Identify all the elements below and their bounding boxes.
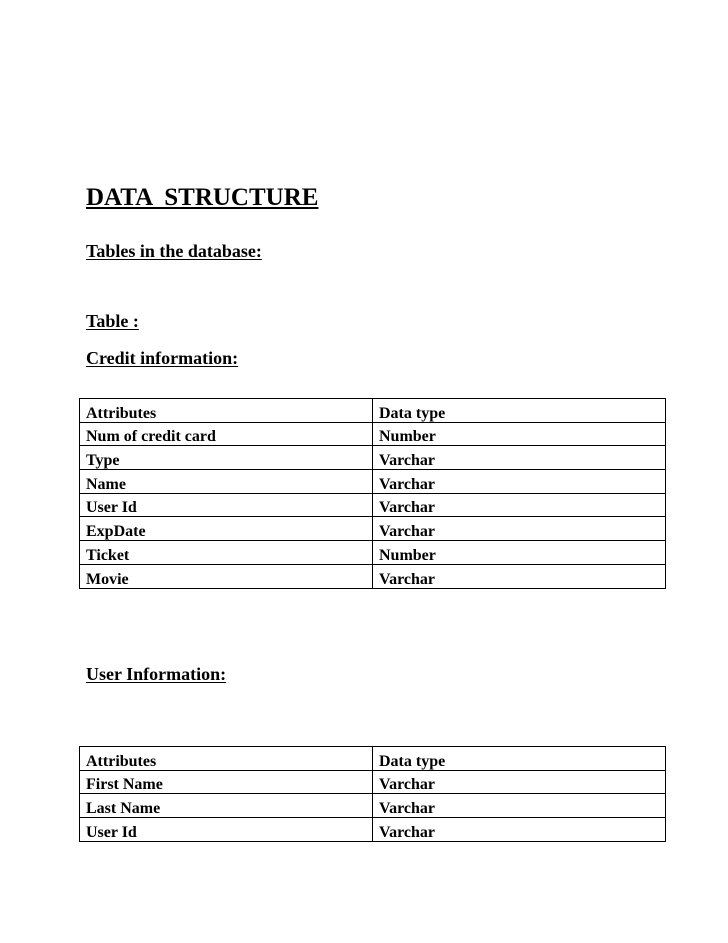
- table-row: [80, 493, 666, 517]
- attribute-cell: Num of credit card: [80, 422, 373, 446]
- attribute-cell: Name: [80, 470, 373, 494]
- tables-in-database-heading: Tables in the database:: [86, 241, 262, 261]
- table-header-row: [80, 747, 666, 771]
- table-row: [80, 470, 666, 494]
- data-type-cell: Number: [373, 422, 666, 446]
- credit-information-table: [79, 398, 666, 589]
- header-data-type: Data type: [373, 747, 666, 771]
- table-row: [80, 818, 666, 842]
- document-title: DATA STRUCTURE: [86, 184, 319, 211]
- user-information-heading: User Information:: [86, 664, 227, 684]
- data-type-cell: Varchar: [373, 818, 666, 842]
- table-row: [80, 422, 666, 446]
- data-type-cell: Varchar: [373, 564, 666, 588]
- data-type-cell: Varchar: [373, 470, 666, 494]
- attribute-cell: Type: [80, 446, 373, 470]
- header-data-type: Data type: [373, 399, 666, 423]
- data-type-cell: Number: [373, 541, 666, 565]
- attribute-cell: ExpDate: [80, 517, 373, 541]
- header-attributes: Attributes: [80, 747, 373, 771]
- data-type-cell: Varchar: [373, 493, 666, 517]
- table-label: Table :: [86, 311, 139, 331]
- attribute-cell: User Id: [80, 818, 373, 842]
- table-row: [80, 770, 666, 794]
- attribute-cell: Ticket: [80, 541, 373, 565]
- data-type-cell: Varchar: [373, 770, 666, 794]
- table-header-row: [80, 399, 666, 423]
- header-attributes: Attributes: [80, 399, 373, 423]
- user-information-table: [79, 746, 666, 842]
- data-type-cell: Varchar: [373, 446, 666, 470]
- attribute-cell: Last Name: [80, 794, 373, 818]
- attribute-cell: User Id: [80, 493, 373, 517]
- attribute-cell: Movie: [80, 564, 373, 588]
- data-type-cell: Varchar: [373, 517, 666, 541]
- data-type-cell: Varchar: [373, 794, 666, 818]
- table-row: [80, 541, 666, 565]
- table-row: [80, 564, 666, 588]
- attribute-cell: First Name: [80, 770, 373, 794]
- table-row: [80, 517, 666, 541]
- table-row: [80, 446, 666, 470]
- credit-information-heading: Credit information:: [86, 348, 239, 368]
- table-row: [80, 794, 666, 818]
